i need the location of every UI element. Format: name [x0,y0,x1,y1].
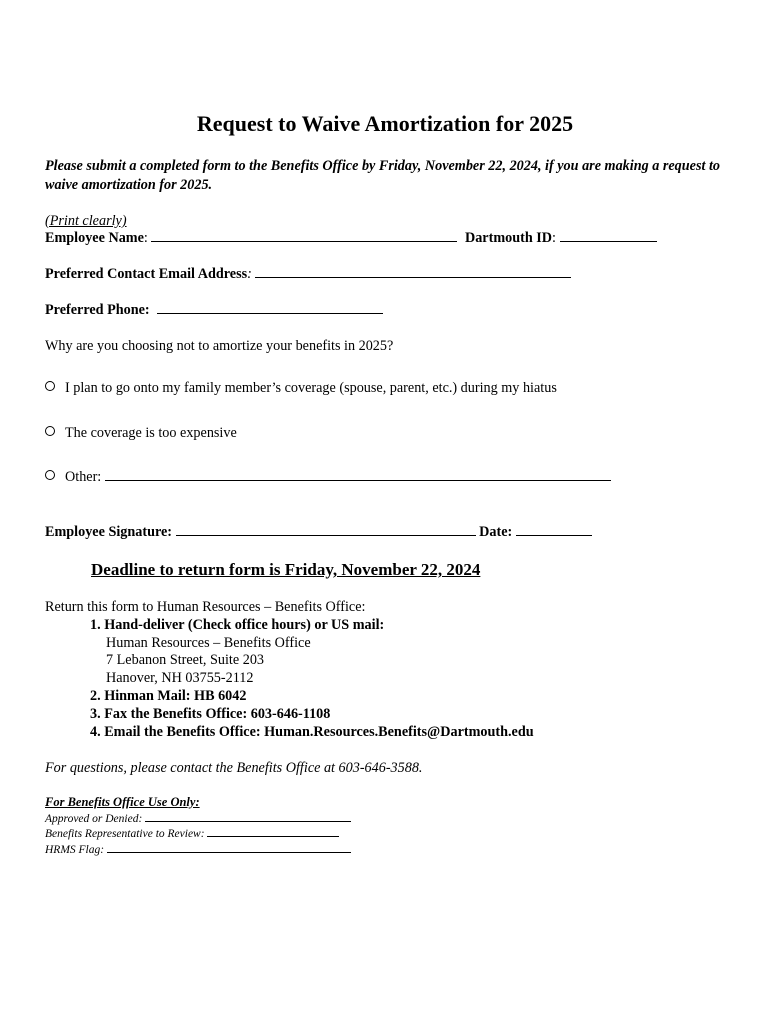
date-field[interactable] [516,523,592,536]
employee-name-row: Employee Name: Dartmouth ID: [45,229,657,247]
review-row [45,826,339,841]
option-other[interactable] [45,468,611,486]
phone-field[interactable] [157,301,383,314]
signature-field[interactable] [176,523,476,536]
address-line-1: Human Resources – Benefits Office [106,635,311,651]
address-line-2: 7 Lebanon Street, Suite 203 [106,652,265,668]
return-item-4: 4. Email the Benefits Office: Human.Resources.Benefits@Dartmouth.edu [90,724,534,740]
review-label: Benefits Representative to Review: [45,828,205,840]
questions-note: For questions, please contact the Benefits Office at 603-646-3588. [45,760,423,776]
phone-row [45,301,383,319]
signature-label: Employee Signature: [45,524,173,540]
approved-field[interactable] [145,811,351,822]
hrms-label: HRMS Flag: [45,844,105,856]
hrms-row [45,842,351,857]
phone-label: Preferred Phone: [45,302,150,318]
option-label: Other: [65,469,102,485]
date-label: Date: [479,524,513,540]
return-item-3: 3. Fax the Benefits Office: 603-646-1108 [90,706,331,722]
print-note: (Print clearly) [45,213,127,229]
other-reason-field[interactable] [105,468,611,481]
email-field[interactable] [255,265,571,278]
dartmouth-id-field[interactable] [560,229,657,242]
approved-label: Approved or Denied: [45,813,143,825]
radio-button[interactable] [45,381,55,391]
review-field[interactable] [207,826,339,837]
dartmouth-id-label: Dartmouth ID [464,230,553,246]
email-label: Preferred Contact Email Address [45,266,248,282]
question-text: Why are you choosing not to amortize your benefits in 2025? [45,338,394,354]
option-label: I plan to go onto my family member’s coverage (spouse, parent, etc.) during my hiatus [65,380,557,396]
address-line-3: Hanover, NH 03755-2112 [106,670,254,686]
office-use-heading: For Benefits Office Use Only: [45,795,200,809]
option-too-expensive[interactable] [45,424,237,442]
option-label: The coverage is too expensive [65,425,237,441]
radio-button[interactable] [45,470,55,480]
employee-name-label: Employee Name [45,230,144,246]
return-item-2: 2. Hinman Mail: HB 6042 [90,688,247,704]
signature-row [45,523,592,541]
intro-text: Please submit a completed form to the Benefits Office by Friday, November 22, 2024, if you are making a request to waive amortization for 2025. [45,158,721,193]
employee-name-field[interactable] [151,229,457,242]
return-intro: Return this form to Human Resources – Benefits Office: [45,599,366,615]
email-row: Preferred Contact Email Address: [45,265,571,283]
option-family-coverage[interactable] [45,379,557,397]
deadline-notice: Deadline to return form is Friday, November 22, 2024 [91,560,481,579]
hrms-field[interactable] [107,842,351,853]
radio-button[interactable] [45,426,55,436]
page-title: Request to Waive Amortization for 2025 [196,111,574,136]
return-item-1: 1. Hand-deliver (Check office hours) or US mail: [90,617,385,633]
approved-row [45,811,351,826]
